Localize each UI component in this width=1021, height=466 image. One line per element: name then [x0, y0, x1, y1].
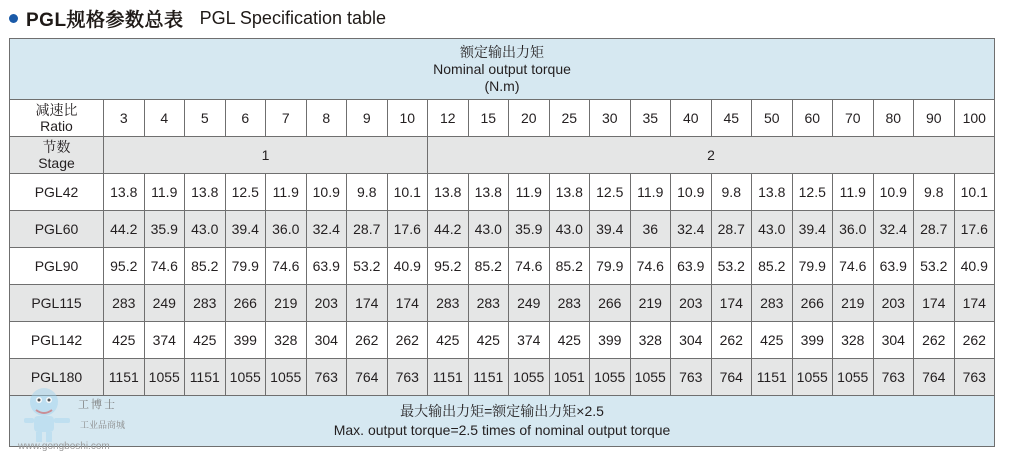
- torque-value-cell: 249: [144, 285, 185, 322]
- torque-value-cell: 304: [306, 322, 347, 359]
- torque-value-cell: 11.9: [509, 174, 550, 211]
- torque-value-cell: 174: [954, 285, 995, 322]
- page-title-cn: PGL规格参数总表: [26, 9, 184, 31]
- torque-value-cell: 219: [266, 285, 307, 322]
- torque-value-cell: 53.2: [347, 248, 388, 285]
- torque-value-cell: 374: [509, 322, 550, 359]
- ratio-cell: 25: [549, 100, 590, 137]
- ratio-cell: 35: [630, 100, 671, 137]
- torque-value-cell: 12.5: [792, 174, 833, 211]
- ratio-cell: 20: [509, 100, 550, 137]
- torque-value-cell: 328: [630, 322, 671, 359]
- torque-value-cell: 13.8: [549, 174, 590, 211]
- torque-value-cell: 12.5: [225, 174, 266, 211]
- torque-value-cell: 1151: [104, 359, 145, 396]
- header-cell: [10, 39, 995, 100]
- model-cell: PGL115: [10, 285, 104, 322]
- stage-label-en: Stage: [38, 155, 75, 171]
- torque-value-cell: 399: [225, 322, 266, 359]
- torque-value-cell: 10.9: [306, 174, 347, 211]
- torque-value-cell: 262: [347, 322, 388, 359]
- torque-value-cell: 283: [104, 285, 145, 322]
- torque-value-cell: 763: [873, 359, 914, 396]
- torque-value-cell: 44.2: [428, 211, 469, 248]
- watermark-url: www.gongboshi.com: [18, 441, 110, 452]
- torque-value-cell: 764: [347, 359, 388, 396]
- torque-value-cell: 262: [914, 322, 955, 359]
- ratio-cell: 70: [833, 100, 874, 137]
- torque-value-cell: 374: [144, 322, 185, 359]
- torque-value-cell: 11.9: [833, 174, 874, 211]
- ratio-label-cn: 减速比: [35, 102, 78, 118]
- ratio-cell: 90: [914, 100, 955, 137]
- ratio-label-cell: [10, 100, 104, 137]
- torque-value-cell: 10.1: [954, 174, 995, 211]
- bullet-dot-icon: [9, 14, 18, 23]
- torque-value-cell: 13.8: [104, 174, 145, 211]
- ratio-label-en: Ratio: [40, 118, 73, 134]
- torque-value-cell: 74.6: [630, 248, 671, 285]
- ratio-cell: 50: [752, 100, 793, 137]
- torque-value-cell: 28.7: [914, 211, 955, 248]
- torque-value-cell: 85.2: [549, 248, 590, 285]
- torque-value-cell: 1055: [590, 359, 631, 396]
- table-row: [10, 174, 995, 211]
- torque-value-cell: 425: [185, 322, 226, 359]
- torque-value-cell: 425: [428, 322, 469, 359]
- torque-value-cell: 425: [752, 322, 793, 359]
- torque-value-cell: 39.4: [225, 211, 266, 248]
- torque-value-cell: 1055: [144, 359, 185, 396]
- torque-value-cell: 44.2: [104, 211, 145, 248]
- torque-value-cell: 425: [104, 322, 145, 359]
- torque-value-cell: 13.8: [185, 174, 226, 211]
- torque-value-cell: 11.9: [266, 174, 307, 211]
- torque-value-cell: 328: [833, 322, 874, 359]
- ratio-cell: 15: [468, 100, 509, 137]
- torque-value-cell: 1055: [792, 359, 833, 396]
- torque-value-cell: 53.2: [914, 248, 955, 285]
- torque-value-cell: 763: [387, 359, 428, 396]
- model-cell: PGL60: [10, 211, 104, 248]
- torque-value-cell: 85.2: [752, 248, 793, 285]
- table-row: [10, 211, 995, 248]
- torque-value-cell: 1151: [185, 359, 226, 396]
- model-cell: PGL180: [10, 359, 104, 396]
- torque-value-cell: 399: [792, 322, 833, 359]
- torque-value-cell: 10.1: [387, 174, 428, 211]
- torque-value-cell: 17.6: [954, 211, 995, 248]
- torque-value-cell: 283: [428, 285, 469, 322]
- title-row: [9, 4, 386, 32]
- table-row: [10, 285, 995, 322]
- torque-value-cell: 1055: [509, 359, 550, 396]
- ratio-cell: 5: [185, 100, 226, 137]
- ratio-cell: 12: [428, 100, 469, 137]
- model-cell: PGL42: [10, 174, 104, 211]
- torque-value-cell: 283: [549, 285, 590, 322]
- torque-value-cell: 11.9: [630, 174, 671, 211]
- torque-value-cell: 763: [671, 359, 712, 396]
- torque-value-cell: 249: [509, 285, 550, 322]
- torque-value-cell: 1051: [549, 359, 590, 396]
- torque-value-cell: 13.8: [428, 174, 469, 211]
- torque-value-cell: 266: [792, 285, 833, 322]
- torque-value-cell: 79.9: [225, 248, 266, 285]
- page-title-en: PGL Specification table: [199, 7, 387, 28]
- ratio-cell: 30: [590, 100, 631, 137]
- footer-row: [10, 396, 995, 447]
- ratio-cell: 40: [671, 100, 712, 137]
- torque-value-cell: 74.6: [833, 248, 874, 285]
- stage-row: [10, 137, 995, 174]
- torque-value-cell: 85.2: [185, 248, 226, 285]
- torque-value-cell: 328: [266, 322, 307, 359]
- torque-value-cell: 763: [306, 359, 347, 396]
- torque-value-cell: 425: [549, 322, 590, 359]
- ratio-cell: 80: [873, 100, 914, 137]
- torque-value-cell: 9.8: [711, 174, 752, 211]
- stage-label-cell: [10, 137, 104, 174]
- torque-value-cell: 85.2: [468, 248, 509, 285]
- header-cn: 额定输出力矩: [460, 43, 545, 60]
- header-unit: (N.m): [484, 77, 520, 94]
- ratio-cell: 100: [954, 100, 995, 137]
- torque-value-cell: 40.9: [387, 248, 428, 285]
- torque-value-cell: 219: [833, 285, 874, 322]
- torque-value-cell: 28.7: [711, 211, 752, 248]
- torque-value-cell: 764: [711, 359, 752, 396]
- torque-value-cell: 266: [225, 285, 266, 322]
- torque-value-cell: 174: [711, 285, 752, 322]
- torque-value-cell: 174: [347, 285, 388, 322]
- torque-value-cell: 399: [590, 322, 631, 359]
- torque-value-cell: 63.9: [671, 248, 712, 285]
- ratio-row: [10, 100, 995, 137]
- torque-value-cell: 74.6: [509, 248, 550, 285]
- torque-value-cell: 32.4: [306, 211, 347, 248]
- ratio-cell: 3: [104, 100, 145, 137]
- table-row: [10, 248, 995, 285]
- ratio-cell: 7: [266, 100, 307, 137]
- torque-value-cell: 12.5: [590, 174, 631, 211]
- torque-value-cell: 43.0: [468, 211, 509, 248]
- torque-value-cell: 63.9: [873, 248, 914, 285]
- torque-value-cell: 10.9: [873, 174, 914, 211]
- torque-value-cell: 304: [671, 322, 712, 359]
- torque-value-cell: 1055: [833, 359, 874, 396]
- torque-value-cell: 262: [387, 322, 428, 359]
- ratio-cell: 8: [306, 100, 347, 137]
- torque-value-cell: 266: [590, 285, 631, 322]
- torque-value-cell: 1055: [266, 359, 307, 396]
- torque-value-cell: 10.9: [671, 174, 712, 211]
- torque-value-cell: 9.8: [914, 174, 955, 211]
- torque-value-cell: 74.6: [144, 248, 185, 285]
- torque-value-cell: 13.8: [752, 174, 793, 211]
- model-cell: PGL90: [10, 248, 104, 285]
- ratio-cell: 9: [347, 100, 388, 137]
- torque-value-cell: 219: [630, 285, 671, 322]
- ratio-cell: 45: [711, 100, 752, 137]
- watermark-sub: 工业品商城: [80, 420, 126, 430]
- torque-value-cell: 95.2: [428, 248, 469, 285]
- footer-cn: 最大输出力矩=额定输出力矩×2.5: [400, 403, 604, 419]
- torque-value-cell: 43.0: [185, 211, 226, 248]
- torque-value-cell: 35.9: [144, 211, 185, 248]
- torque-value-cell: 9.8: [347, 174, 388, 211]
- footer-cell: [10, 396, 995, 447]
- torque-value-cell: 304: [873, 322, 914, 359]
- ratio-cell: 60: [792, 100, 833, 137]
- torque-value-cell: 35.9: [509, 211, 550, 248]
- torque-value-cell: 53.2: [711, 248, 752, 285]
- torque-value-cell: 17.6: [387, 211, 428, 248]
- torque-value-cell: 43.0: [752, 211, 793, 248]
- torque-value-cell: 203: [671, 285, 712, 322]
- torque-value-cell: 36: [630, 211, 671, 248]
- torque-value-cell: 1055: [225, 359, 266, 396]
- torque-value-cell: 1151: [752, 359, 793, 396]
- torque-value-cell: 32.4: [873, 211, 914, 248]
- torque-value-cell: 11.9: [144, 174, 185, 211]
- torque-value-cell: 32.4: [671, 211, 712, 248]
- footer-en: Max. output torque=2.5 times of nominal output torque: [333, 422, 671, 438]
- torque-value-cell: 36.0: [266, 211, 307, 248]
- header-row: [10, 39, 995, 100]
- ratio-cell: 6: [225, 100, 266, 137]
- torque-value-cell: 79.9: [792, 248, 833, 285]
- torque-value-cell: 1151: [428, 359, 469, 396]
- torque-value-cell: 74.6: [266, 248, 307, 285]
- torque-value-cell: 63.9: [306, 248, 347, 285]
- watermark-brand: 工博士: [78, 399, 117, 411]
- torque-value-cell: 262: [954, 322, 995, 359]
- table-row: [10, 322, 995, 359]
- torque-value-cell: 1151: [468, 359, 509, 396]
- torque-value-cell: 283: [185, 285, 226, 322]
- torque-value-cell: 203: [306, 285, 347, 322]
- torque-value-cell: 764: [914, 359, 955, 396]
- torque-value-cell: 174: [914, 285, 955, 322]
- torque-value-cell: 203: [873, 285, 914, 322]
- stage-cell-2: 2: [428, 137, 995, 174]
- torque-value-cell: 95.2: [104, 248, 145, 285]
- torque-value-cell: 425: [468, 322, 509, 359]
- torque-value-cell: 39.4: [792, 211, 833, 248]
- model-cell: PGL142: [10, 322, 104, 359]
- spec-table: [9, 38, 995, 447]
- ratio-cell: 10: [387, 100, 428, 137]
- torque-value-cell: 40.9: [954, 248, 995, 285]
- torque-value-cell: 39.4: [590, 211, 631, 248]
- ratio-cell: 4: [144, 100, 185, 137]
- torque-value-cell: 174: [387, 285, 428, 322]
- table-row: [10, 359, 995, 396]
- torque-value-cell: 262: [711, 322, 752, 359]
- stage-label-cn: 节数: [42, 139, 71, 155]
- torque-value-cell: 36.0: [833, 211, 874, 248]
- torque-value-cell: 1055: [630, 359, 671, 396]
- header-en: Nominal output torque: [433, 60, 571, 77]
- torque-value-cell: 43.0: [549, 211, 590, 248]
- torque-value-cell: 763: [954, 359, 995, 396]
- torque-value-cell: 79.9: [590, 248, 631, 285]
- torque-value-cell: 283: [752, 285, 793, 322]
- torque-value-cell: 28.7: [347, 211, 388, 248]
- torque-value-cell: 283: [468, 285, 509, 322]
- torque-value-cell: 13.8: [468, 174, 509, 211]
- stage-cell-1: 1: [104, 137, 428, 174]
